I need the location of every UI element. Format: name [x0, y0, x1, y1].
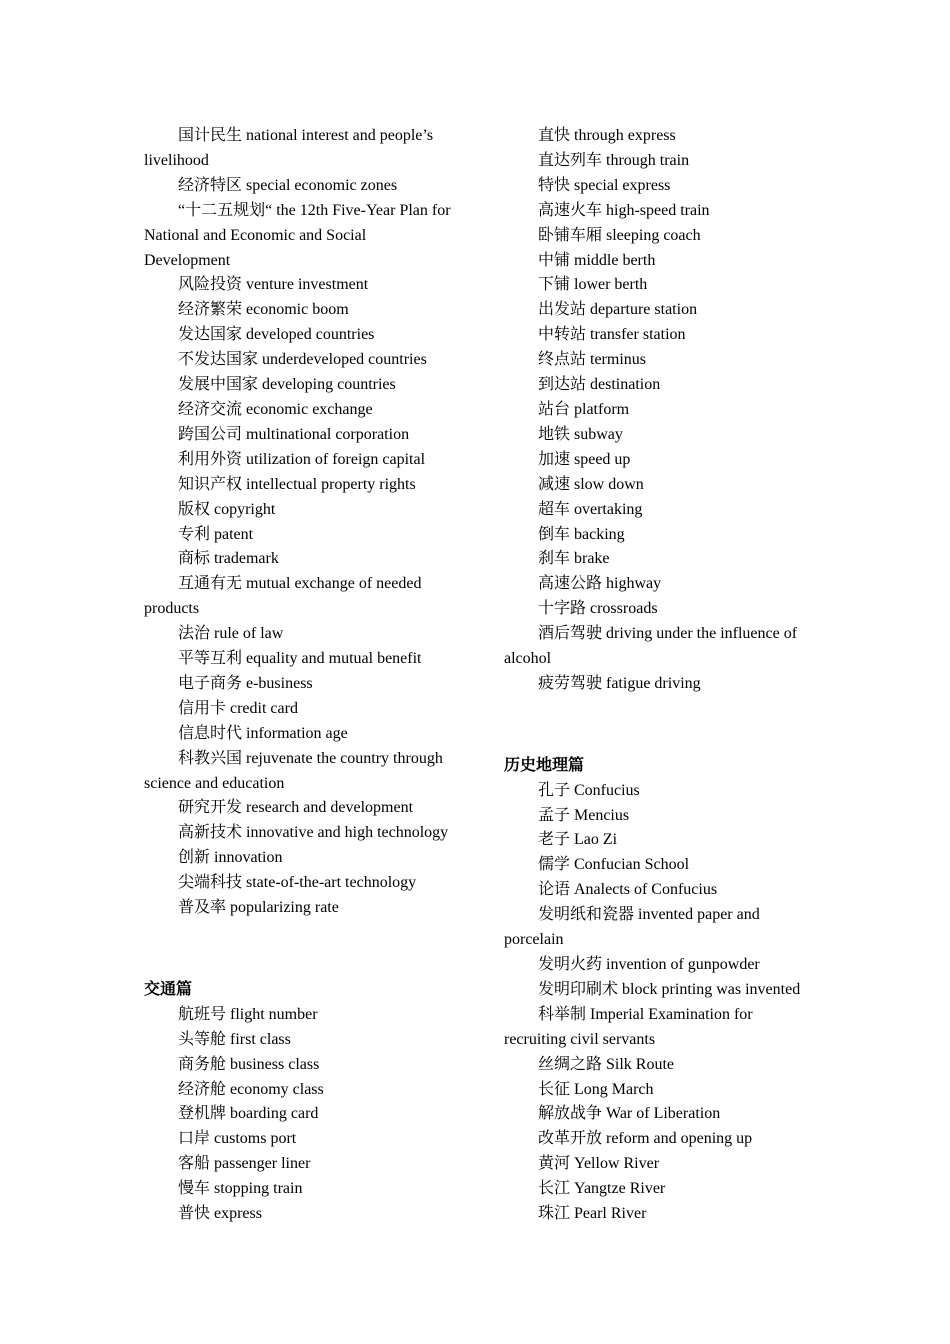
glossary-entry: 长征 Long March: [538, 1080, 654, 1098]
glossary-entry: 十字路 crossroads: [538, 600, 658, 618]
glossary-entry: 丝绸之路 Silk Route: [538, 1055, 675, 1073]
glossary-entry: 发明纸和瓷器 invented paper and porcelain: [504, 906, 760, 949]
glossary-entry: 商标 trademark: [178, 550, 279, 568]
glossary-entry: 出发站 departure station: [538, 301, 698, 319]
glossary-entry: 高速火车 high-speed train: [538, 201, 710, 219]
glossary-entry: 特快 special express: [538, 176, 671, 194]
glossary-entry: 疲劳驾驶 fatigue driving: [538, 674, 701, 692]
glossary-entry: 改革开放 reform and opening up: [538, 1130, 753, 1148]
glossary-entry: 普快 express: [178, 1205, 262, 1223]
glossary-entry: 站台 platform: [538, 400, 630, 418]
glossary-entry: 发明印刷术 block printing was invented: [538, 980, 801, 998]
glossary-entry: 下铺 lower berth: [538, 276, 648, 294]
glossary-entry: 电子商务 e-business: [178, 674, 313, 692]
glossary-entry: 科举制 Imperial Examination for recruiting civil servants: [504, 1005, 753, 1048]
glossary-entry: 普及率 popularizing rate: [178, 899, 339, 917]
glossary-entry: 减速 slow down: [538, 475, 644, 493]
blank-line: [144, 937, 454, 962]
glossary-entry: 论语 Analects of Confucius: [538, 881, 718, 899]
glossary-entry: 黄河 Yellow River: [538, 1155, 660, 1173]
section-heading: 历史地理篇: [504, 756, 585, 774]
glossary-entry: 信息时代 information age: [178, 724, 348, 742]
glossary-entry: 超车 overtaking: [538, 500, 643, 518]
left-column: [144, 124, 454, 1227]
glossary-entry: 跨国公司 multinational corporation: [178, 425, 410, 443]
glossary-entry: 航班号 flight number: [178, 1005, 318, 1023]
glossary-entry: 老子 Lao Zi: [538, 831, 618, 849]
glossary-entry: “十二五规划“ the 12th Five-Year Plan for National and Economic and Social Development: [144, 201, 451, 269]
glossary-entry: 科教兴国 rejuvenate the country through science and education: [144, 749, 443, 792]
glossary-entry: 发达国家 developed countries: [178, 326, 375, 344]
glossary-entry: 孔子 Confucius: [538, 781, 640, 799]
glossary-entry: 创新 innovation: [178, 849, 283, 867]
glossary-entry: 解放战争 War of Liberation: [538, 1105, 721, 1123]
glossary-entry: 版权 copyright: [178, 500, 276, 518]
glossary-entry: 风险投资 venture investment: [178, 276, 369, 294]
glossary-entry: 直快 through express: [538, 127, 676, 144]
glossary-entry: 直达列车 through train: [538, 151, 690, 169]
glossary-entry: 到达站 destination: [538, 376, 661, 394]
glossary-entry: 不发达国家 underdeveloped countries: [178, 351, 427, 369]
glossary-entry: 国计民生 national interest and people’s livelihood: [144, 127, 434, 169]
glossary-entry: 经济舱 economy class: [178, 1080, 324, 1098]
glossary-entry: 刹车 brake: [538, 550, 610, 568]
glossary-entry: 高新技术 innovative and high technology: [178, 824, 449, 842]
glossary-entry: 终点站 terminus: [538, 351, 646, 369]
glossary-entry: 利用外资 utilization of foreign capital: [178, 450, 426, 468]
blank-line: [504, 713, 804, 738]
glossary-entry: 发明火药 invention of gunpowder: [538, 955, 760, 973]
glossary-entry: 加速 speed up: [538, 450, 631, 468]
glossary-entry: 客船 passenger liner: [178, 1155, 311, 1173]
glossary-entry: 尖端科技 state-of-the-art technology: [178, 874, 417, 892]
right-column: [504, 124, 804, 1227]
glossary-entry: 卧铺车厢 sleeping coach: [538, 226, 701, 244]
glossary-entry: 口岸 customs port: [178, 1130, 297, 1148]
glossary-entry: 头等舱 first class: [178, 1030, 291, 1048]
glossary-entry: 知识产权 intellectual property rights: [178, 475, 416, 493]
glossary-entry: 倒车 backing: [538, 525, 625, 543]
glossary-entry: 珠江 Pearl River: [538, 1205, 647, 1223]
glossary-entry: 经济繁荣 economic boom: [178, 301, 349, 319]
glossary-entry: 经济交流 economic exchange: [178, 400, 373, 418]
glossary-entry: 儒学 Confucian School: [538, 856, 690, 874]
glossary-entry: 登机牌 boarding card: [178, 1105, 319, 1123]
glossary-entry: 信用卡 credit card: [178, 699, 298, 717]
glossary-entry: 慢车 stopping train: [178, 1180, 303, 1198]
glossary-entry: 法治 rule of law: [178, 625, 284, 643]
glossary-entry: 互通有无 mutual exchange of needed products: [144, 575, 422, 618]
glossary-entry: 发展中国家 developing countries: [178, 376, 396, 394]
glossary-entry: 长江 Yangtze River: [538, 1180, 666, 1198]
glossary-entry: 酒后驾驶 driving under the influence of alcohol: [504, 625, 798, 668]
glossary-entry: 平等互利 equality and mutual benefit: [178, 650, 422, 668]
glossary-entry: 专利 patent: [178, 525, 254, 543]
glossary-entry: 地铁 subway: [538, 425, 623, 443]
section-heading: 交通篇: [144, 980, 193, 998]
glossary-entry: 经济特区 special economic zones: [178, 176, 398, 194]
glossary-entry: 商务舱 business class: [178, 1055, 320, 1073]
glossary-entry: 孟子 Mencius: [538, 806, 630, 824]
glossary-entry: 中铺 middle berth: [538, 251, 656, 269]
glossary-entry: 高速公路 highway: [538, 575, 662, 593]
glossary-entry: 中转站 transfer station: [538, 326, 686, 344]
glossary-entry: 研究开发 research and development: [178, 799, 414, 817]
